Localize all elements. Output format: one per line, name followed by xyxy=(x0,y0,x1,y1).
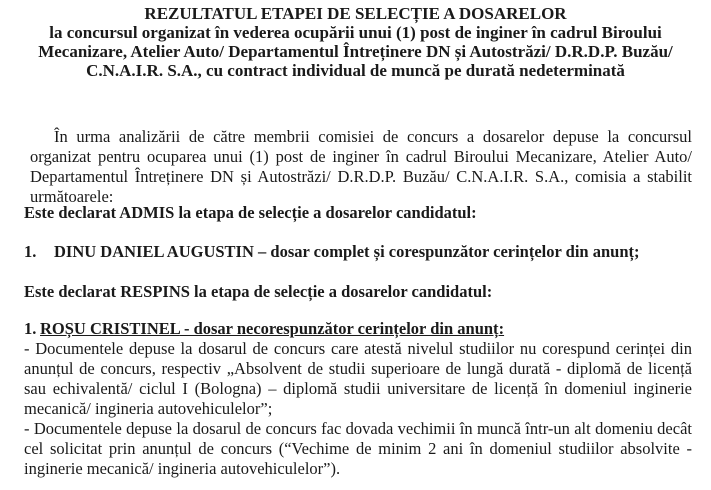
document-subtitle-line-2: Mecanizare, Atelier Auto/ Departamentul Întreținere DN și Autostrăzi/ D.R.D.P. Buzău/ xyxy=(38,42,673,61)
intro-paragraph: În urma analizării de către membrii comisiei de concurs a dosarelor depuse la concursul organizat pentru ocuparea unui (1) post de inginer în cadrul Biroului Mecanizare, Atelier Auto/ Departamentul Întreținere DN și Autostrăzi/ D.R.D.P. Buzău/ C.N.A.I.R. S.A., comisia a stabilit următoarele: xyxy=(30,126,692,206)
respins-reasons xyxy=(24,339,692,479)
admis-candidate-entry xyxy=(24,242,640,262)
respins-candidate-name: ROȘU CRISTINEL xyxy=(40,319,180,338)
document-subtitle-line-1: la concursul organizat în vederea ocupării unui (1) post de inginer în cadrul Biroului xyxy=(49,23,662,42)
respins-item-number: 1. xyxy=(24,319,37,338)
admis-item-number: 1. xyxy=(24,242,37,261)
respins-reason-studies: - Documentele depuse la dosarul de concurs care atestă nivelul studiilor nu corespund cerinței din anunțul de concurs, respectiv „Absolvent de studii superioare de lungă durată - diplomă de licență sau echivalentă/ ciclul I (Bologna) – diplomă studii universitare de licență în domeniul inginerie mecanică/ ingineria autovehiculelor”; xyxy=(24,339,692,418)
respins-verdict-end: : xyxy=(498,319,505,338)
document-subtitle-line-3: C.N.A.I.R. S.A., cu contract individual de muncă pe durată nedeterminată xyxy=(86,61,625,80)
document-title: REZULTATUL ETAPEI DE SELECȚIE A DOSARELOR xyxy=(144,4,567,23)
admis-candidate-name: DINU DANIEL AUGUSTIN xyxy=(54,242,254,261)
respins-verdict: - dosar necorespunzător cerințelor din anunț xyxy=(179,319,499,338)
respins-candidate-entry xyxy=(24,319,504,339)
respins-reason-experience: - Documentele depuse la dosarul de concurs fac dovada vechimii în muncă într-un alt domeniu decât cel solicitat prin anunțul de concurs (“Vechime de minim 2 ani în domeniul studiilor absolvite -inginerie mecanică/ ingineria autovehiculelor”). xyxy=(24,419,692,478)
respins-heading: Este declarat RESPINS la etapa de selecție a dosarelor candidatul: xyxy=(24,282,493,301)
admis-heading: Este declarat ADMIS la etapa de selecție a dosarelor candidatul: xyxy=(24,203,477,222)
admis-verdict: – dosar complet și corespunzător cerințelor din anunț; xyxy=(253,242,640,261)
